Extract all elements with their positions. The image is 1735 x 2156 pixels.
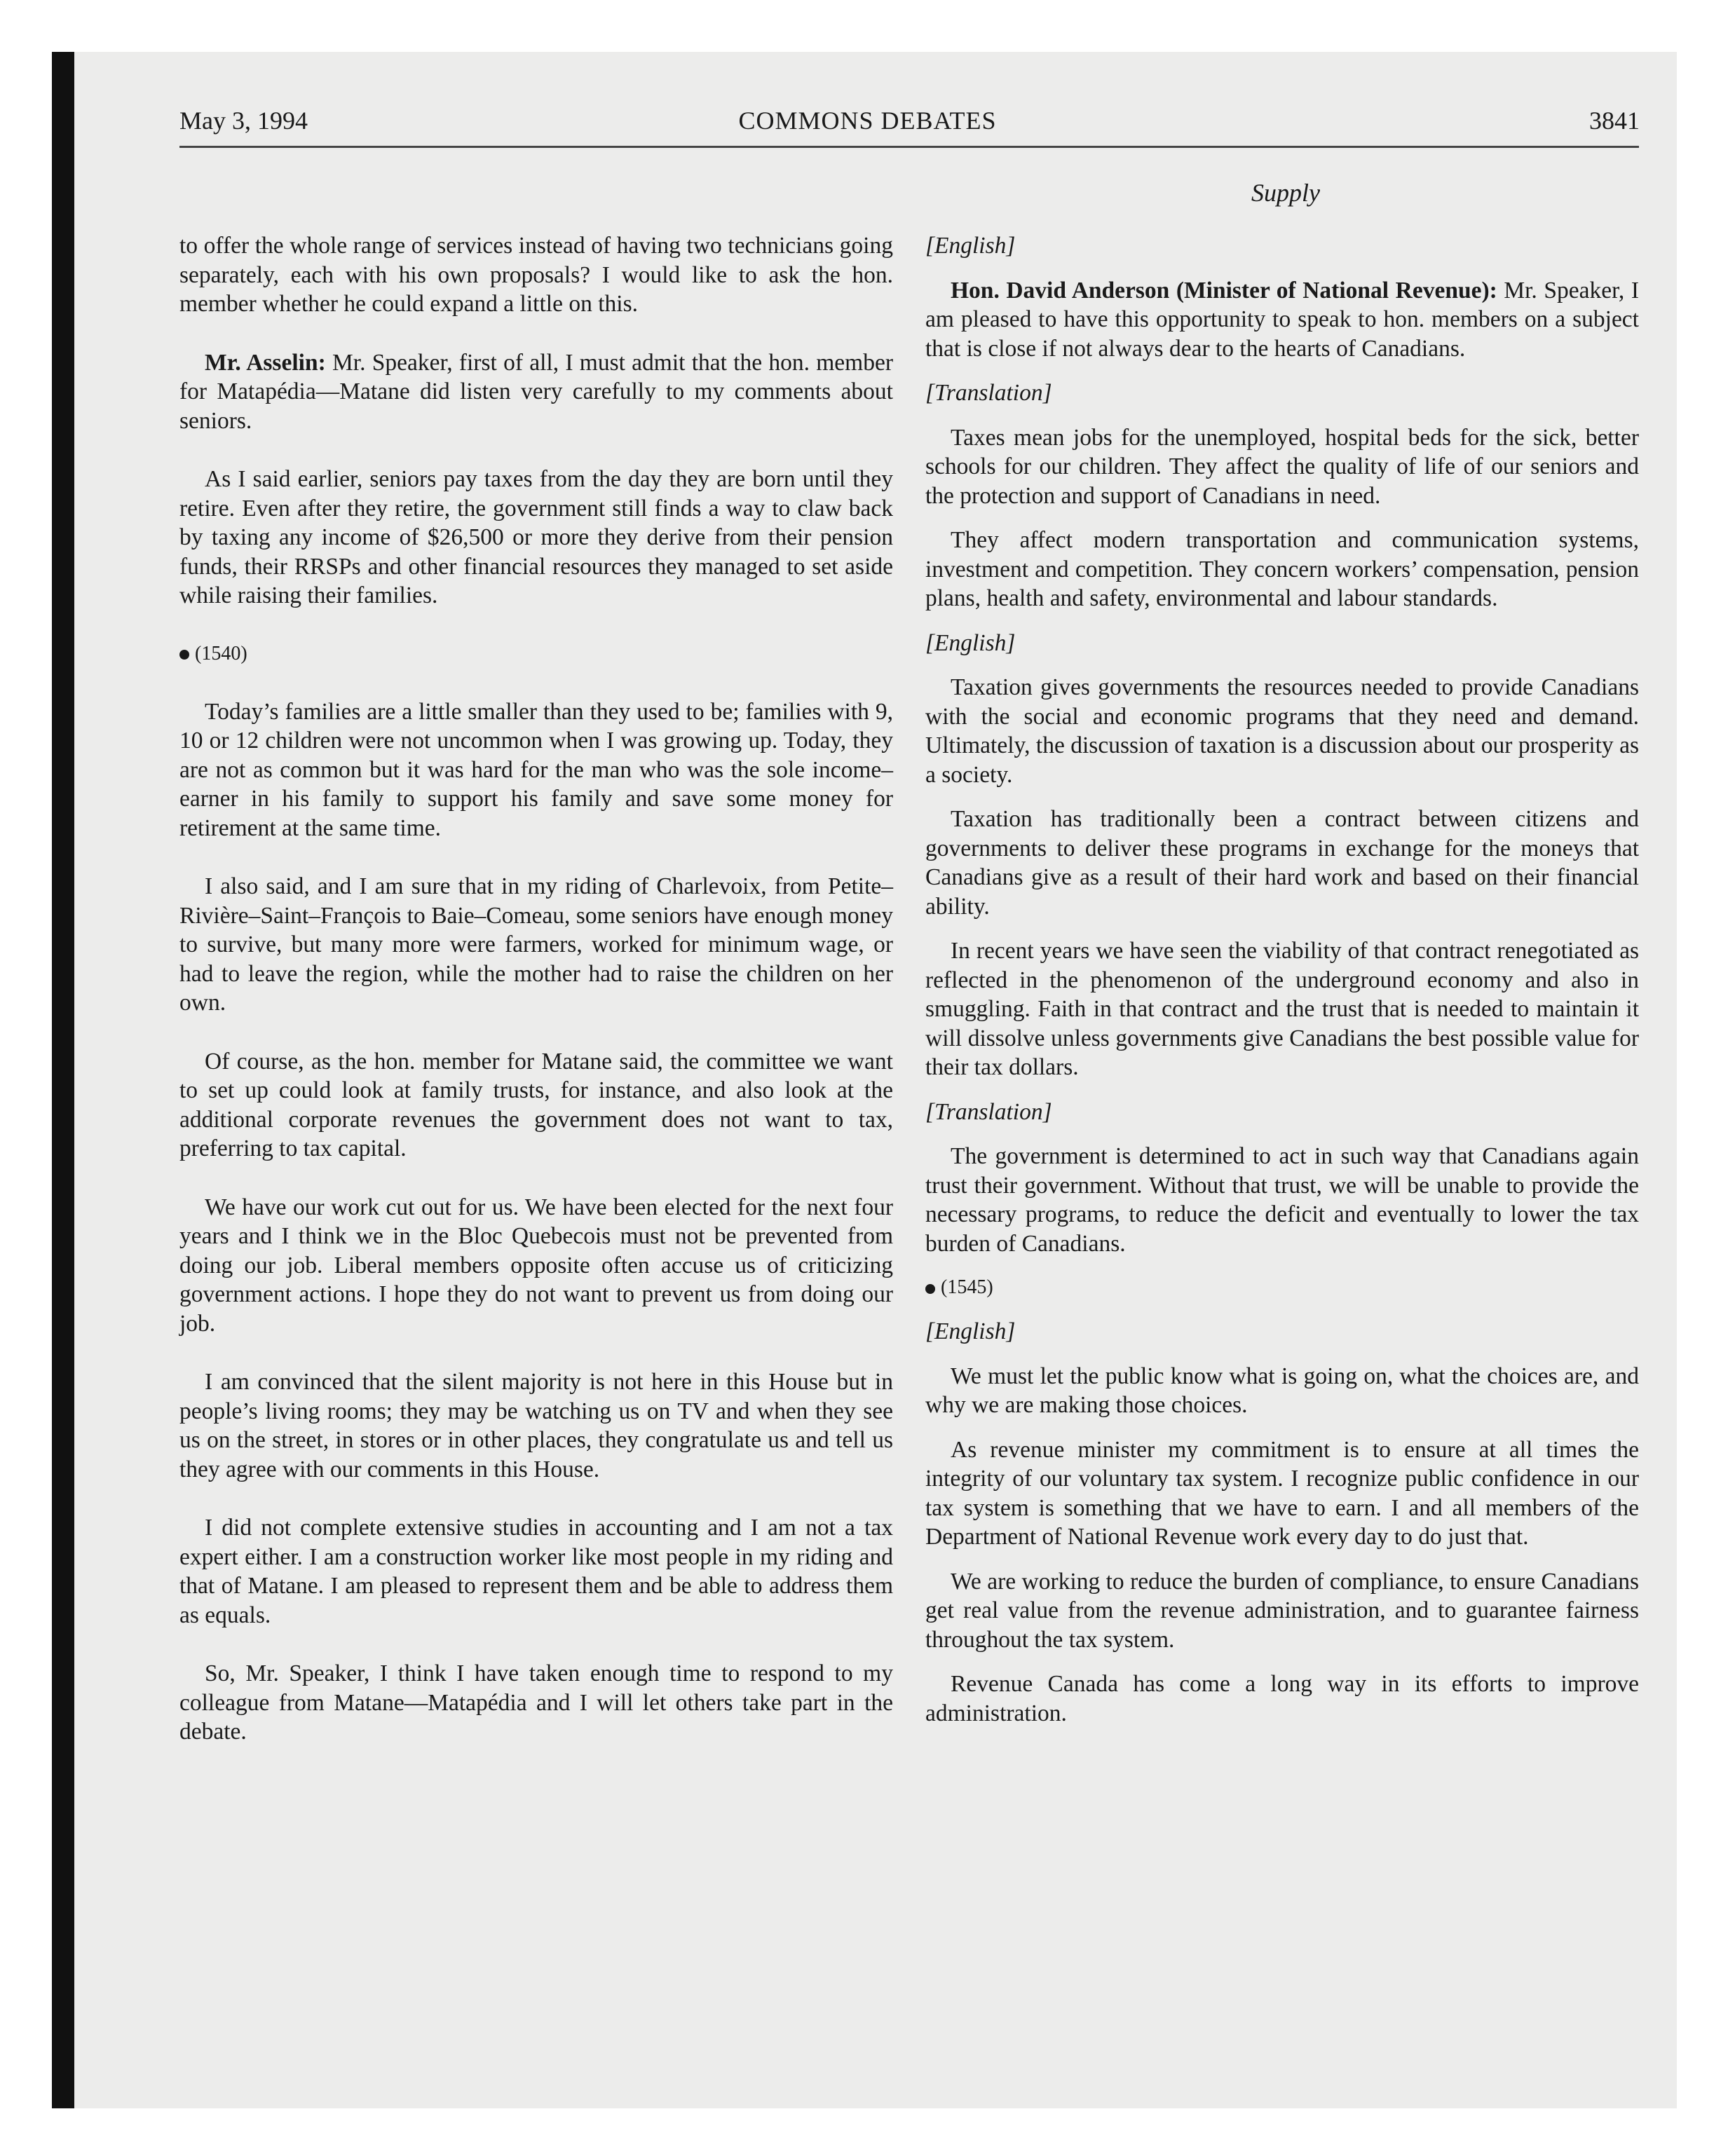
- paragraph: The government is determined to act in such way that Canadians again trust their government. Without that trust, we will be unable to provide the necessary programs, to reduce the deficit and eventually to lower the tax burden of Canadians.: [925, 1143, 1639, 1257]
- time-stamp: (1540): [195, 642, 247, 664]
- header-title: COMMONS DEBATES: [738, 107, 997, 135]
- paragraph: Taxation has traditionally been a contract between citizens and governments to deliver these programs in exchange for the moneys that Canadians give as a result of their hard work and based on their financial ability.: [925, 806, 1639, 920]
- paragraph-speech: [179, 348, 893, 436]
- paragraph: We must let the public know what is going on, what the choices are, and why we are making those choices.: [925, 1363, 1639, 1418]
- paragraph: In recent years we have seen the viability of that contract renegotiated as reflected in the phenomenon of the underground economy and also in smuggling. Faith in that contract and the trust that is needed to maintain it will dissolve unless governments give Canadians the best possible value for their tax dollars.: [925, 938, 1639, 1080]
- paragraph: As revenue minister my commitment is to ensure at all times the integrity of our voluntary tax system. I recognize public confidence in our tax system is something that we have to earn. I and all members of the Department of National Revenue work every day to do just that.: [925, 1436, 1639, 1550]
- time-marker: [925, 1274, 1639, 1302]
- paragraph: to offer the whole range of services instead of having two technicians going separately, each with his own proposals? I would like to ask the hon. member whether he could expand a little on this.: [179, 233, 893, 317]
- paragraph: I did not complete extensive studies in accounting and I am not a tax expert either. I am a construction worker like most people in my riding and that of Matane. I am pleased to represent them and be able to address them as equals.: [179, 1515, 893, 1628]
- paragraph-speech: [925, 276, 1639, 364]
- paragraph: So, Mr. Speaker, I think I have taken enough time to respond to my colleague from Matane—Matapédia and I will let others take part in the debate.: [179, 1660, 893, 1745]
- paragraph: Taxation gives governments the resources needed to provide Canadians with the social and economic programs that they need and demand. Ultimately, the discussion of taxation is a discussion about our prosperity as a society.: [925, 674, 1639, 788]
- language-marker: [Translation]: [925, 380, 1052, 406]
- speaker-name: Hon. David Anderson (Minister of National Revenue):: [951, 277, 1497, 303]
- time-stamp: (1545): [941, 1276, 993, 1298]
- language-marker: [English]: [925, 233, 1016, 259]
- language-marker: [Translation]: [925, 1098, 1052, 1125]
- paragraph: Today’s families are a little smaller than they used to be; families with 9, 10 or 12 children were not uncommon when I was growing up. Today, they are not as common but it was hard for the man who was the sole income–earner in his family to support his family and save some money for retirement at the same time.: [179, 698, 893, 841]
- speaker-name: Mr. Asselin:: [205, 349, 326, 376]
- paragraph: We have our work cut out for us. We have been elected for the next four years and I think we in the Bloc Quebecois must not be prevented from doing our job. Liberal members opposite often accuse us of criticizing government actions. I hope they do not want to prevent us from doing our job.: [179, 1194, 893, 1337]
- time-marker: [179, 640, 893, 668]
- paragraph: As I said earlier, seniors pay taxes from the day they are born until they retire. Even after they retire, the government still finds a way to claw back by taxing any income of $26,500 or more they derive from their pension funds, their RRSPs and other financial resources they managed to set aside while raising their families.: [179, 466, 893, 608]
- language-marker: [English]: [925, 629, 1016, 656]
- bullet-icon: [925, 1284, 935, 1294]
- paragraph: Taxes mean jobs for the unemployed, hospital beds for the sick, better schools for our children. They affect the quality of life of our seniors and the protection and support of Canadians in need.: [925, 424, 1639, 509]
- page-number: 3841: [1589, 107, 1640, 135]
- paragraph: I also said, and I am sure that in my riding of Charlevoix, from Petite–Rivière–Saint–François to Baie–Comeau, some seniors have enough money to survive, but many more were farmers, worked for minimum wage, or had to leave the region, while the mother had to raise the children on her own.: [179, 873, 893, 1016]
- paragraph: We are working to reduce the burden of compliance, to ensure Canadians get real value from the revenue administration, and to guarantee fairness throughout the tax system.: [925, 1568, 1639, 1653]
- bullet-icon: [179, 650, 189, 660]
- paragraph: I am convinced that the silent majority is not here in this House but in people’s living rooms; they may be watching us on TV and when they see us on the street, in stores or in other places, they congratulate us and tell us they agree with our comments in this House.: [179, 1369, 893, 1482]
- paragraph: They affect modern transportation and communication systems, investment and competition. They concern workers’ compensation, pension plans, health and safety, environmental and labour standards.: [925, 527, 1639, 611]
- scan-edge-shadow: [52, 52, 74, 2108]
- section-label: Supply: [1251, 179, 1320, 207]
- header-date: May 3, 1994: [179, 107, 308, 135]
- header-rule: [179, 146, 1639, 148]
- paragraph: Of course, as the hon. member for Matane said, the committee we want to set up could look at family trusts, for instance, and also look at the additional corporate revenues the government does not want to tax, preferring to tax capital.: [179, 1048, 893, 1161]
- right-column: [925, 231, 1639, 1728]
- speech-text: Mr. Speaker, first of all, I must admit that the hon. member for Matapédia—Matane did listen very carefully to my comments about seniors.: [179, 349, 893, 434]
- language-marker: [English]: [925, 1318, 1016, 1344]
- paragraph: Revenue Canada has come a long way in its efforts to improve administration.: [925, 1671, 1639, 1726]
- left-column: [179, 231, 893, 1747]
- speech-text: Mr. Speaker, I am pleased to have this opportunity to speak to hon. members on a subject that is close if not always dear to the hearts of Canadians.: [925, 277, 1639, 362]
